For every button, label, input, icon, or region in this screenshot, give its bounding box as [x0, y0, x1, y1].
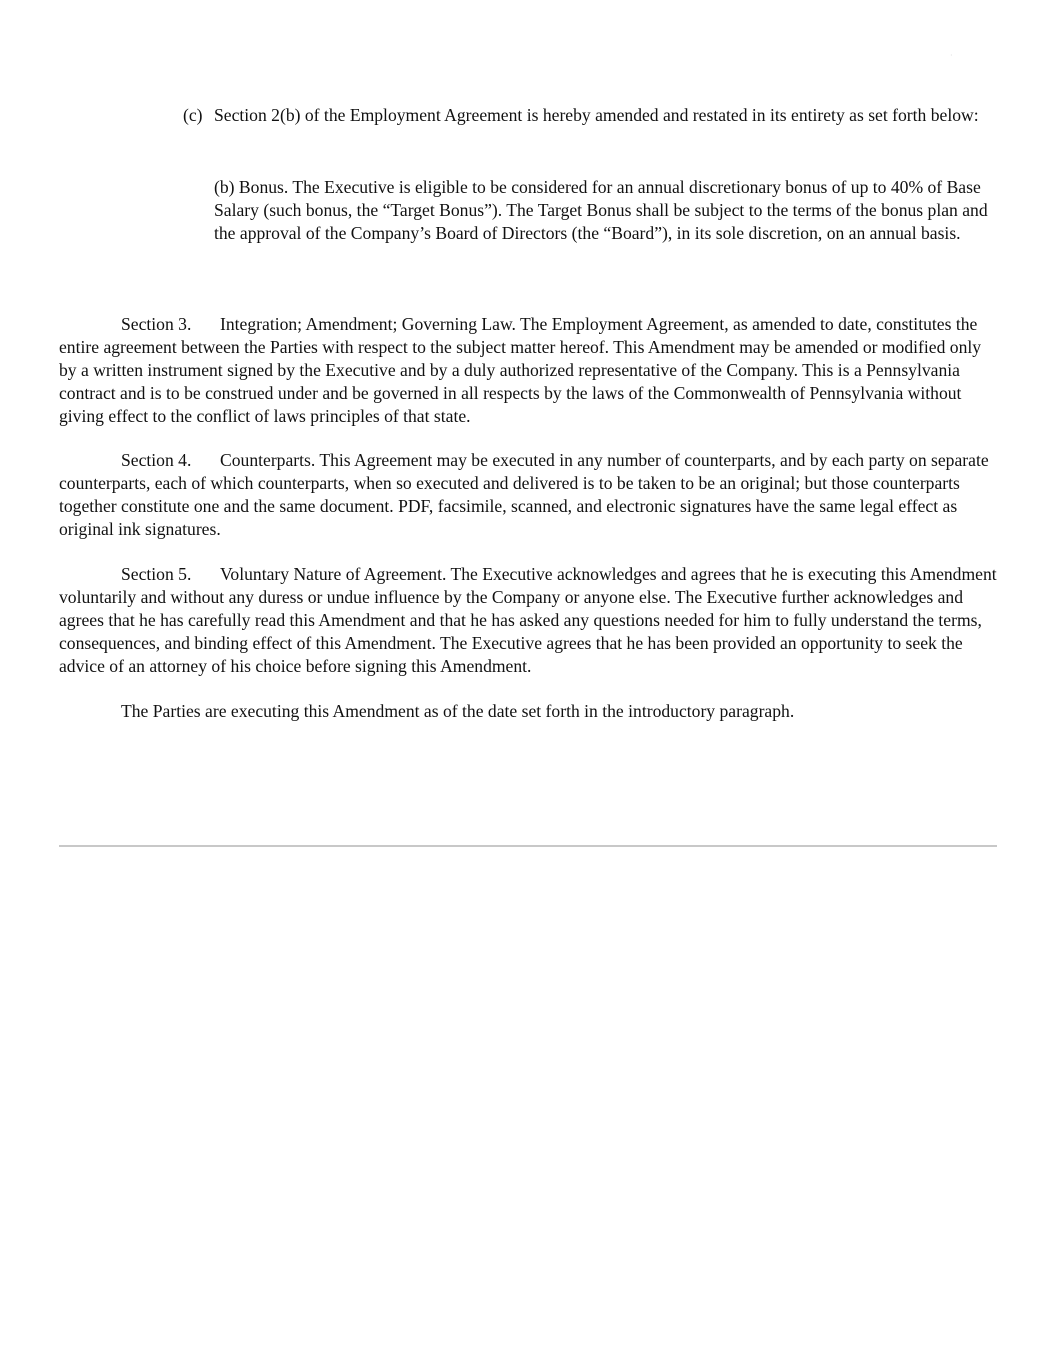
- scan-artifact-mark: ·: [950, 51, 953, 60]
- section-4-text: Counterparts. This Agreement may be executed in any number of counterparts, and by each party on separate counterparts, each of which counterparts, when so executed and delivered is to be taken to be an original; but those counterparts together constitute one and the same document. PDF, facsimile, scanned, and electronic signatures have the same legal effect as original ink signatures.: [59, 450, 989, 539]
- section-5-label: Section 5.: [121, 564, 192, 584]
- section-4-label: Section 4.: [121, 450, 192, 470]
- section-3-paragraph: [59, 313, 999, 428]
- closing-statement: The Parties are executing this Amendment as of the date set forth in the introductory paragraph.: [121, 701, 795, 721]
- clause-c-marker: (c): [183, 105, 203, 125]
- section-3-text: Integration; Amendment; Governing Law. The Employment Agreement, as amended to date, constitutes the entire agreement between the Parties with respect to the subject matter hereof. This Amendment may be amended or modified only by a written instrument signed by the Executive and by a duly authorized representative of the Company. This is a Pennsylvania contract and is to be construed under and be governed in all respects by the laws of the Commonwealth of Pennsylvania without giving effect to the conflict of laws principles of that state.: [59, 314, 982, 426]
- page-divider: [59, 845, 997, 847]
- section-3-label: Section 3.: [121, 314, 192, 334]
- clause-c-text: Section 2(b) of the Employment Agreement is hereby amended and restated in its entirety as set forth below:: [214, 105, 979, 125]
- clause-c: [183, 104, 1003, 127]
- section-5-paragraph: [59, 563, 999, 678]
- bonus-clause: (b) Bonus. The Executive is eligible to be considered for an annual discretionary bonus of up to 40% of Base Salary (such bonus, the “Target Bonus”). The Target Bonus shall be subject to the terms of the bonus plan and the approval of the Company’s Board of Directors (the “Board”), in its sole discretion, on an annual basis.: [214, 177, 988, 243]
- section-5-text: Voluntary Nature of Agreement. The Executive acknowledges and agrees that he is executing this Amendment voluntarily and without any duress or undue influence by the Company or anyone else. The Executive further acknowledges and agrees that he has carefully read this Amendment and that he has asked any questions needed for him to fully understand the terms, consequences, and binding effect of this Amendment. The Executive agrees that he has been provided an opportunity to seek the advice of an attorney of his choice before signing this Amendment.: [59, 564, 997, 676]
- section-4-paragraph: [59, 449, 999, 541]
